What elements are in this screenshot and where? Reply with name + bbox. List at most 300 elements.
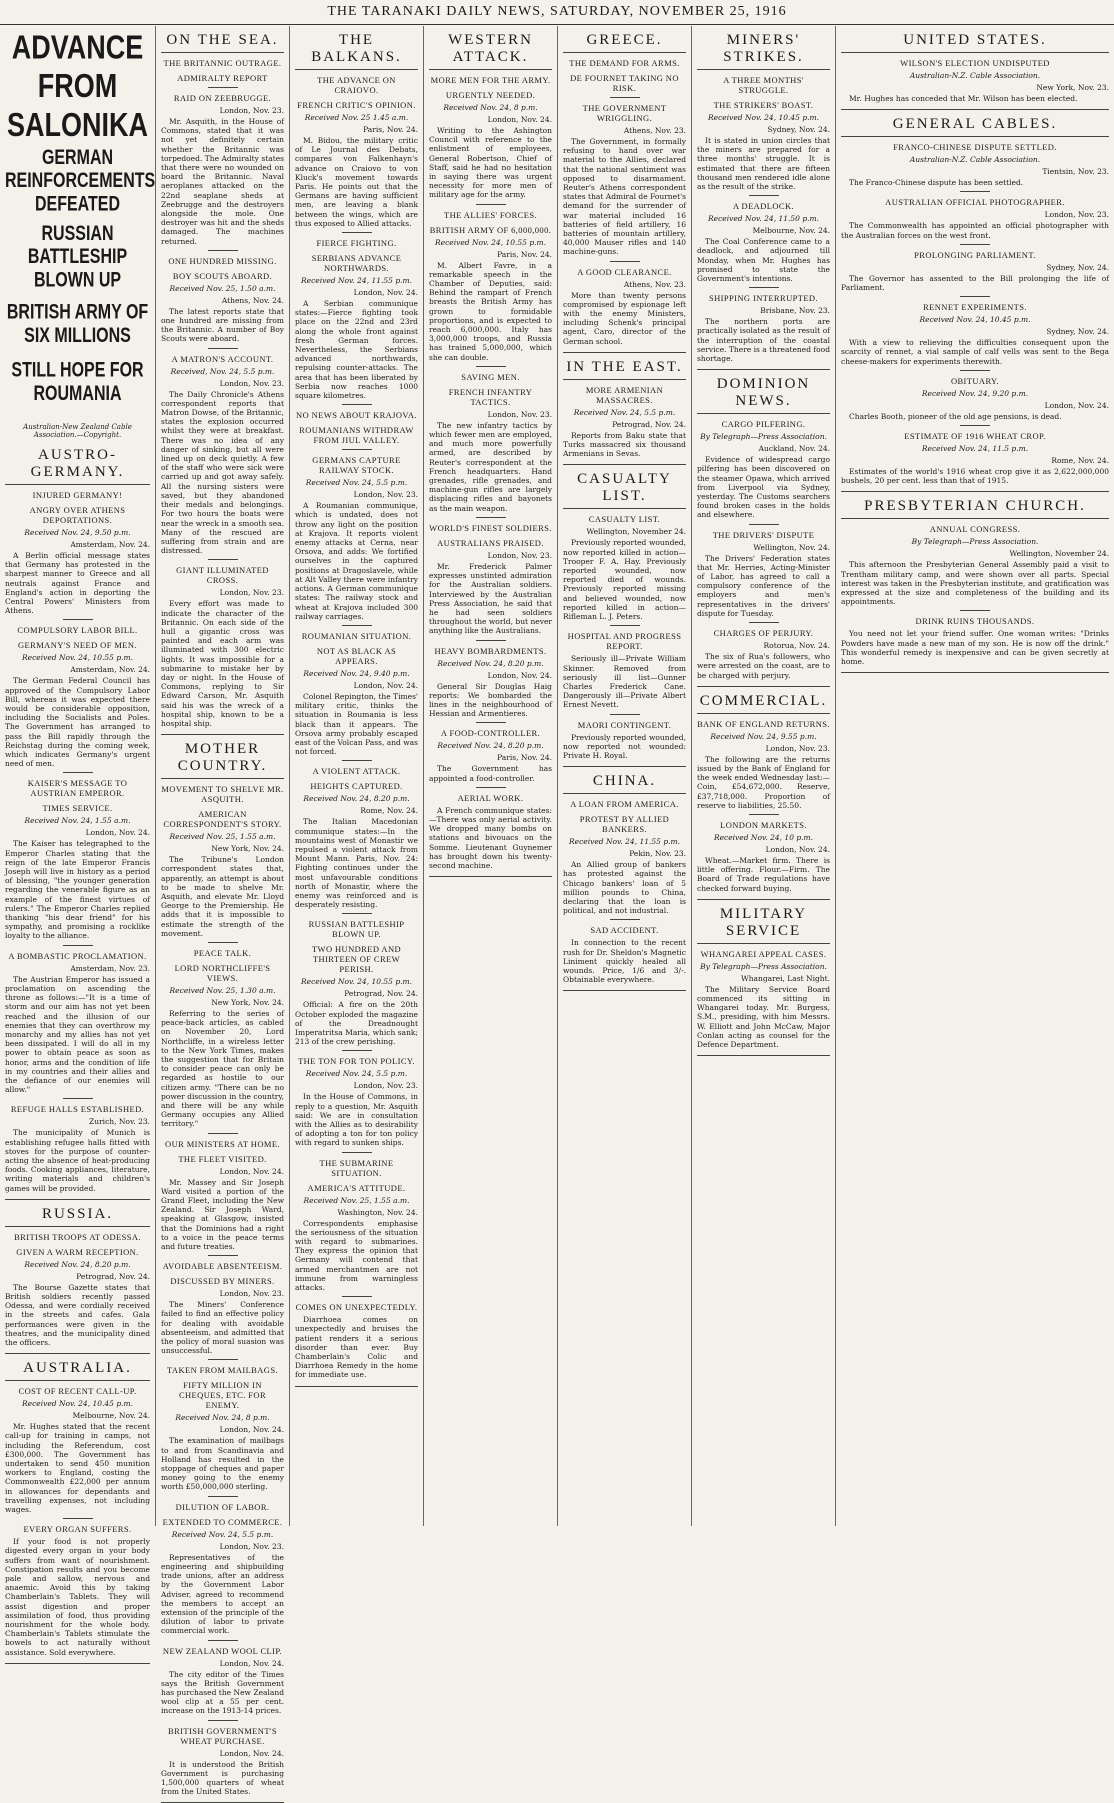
article-subheadline: TWO HUNDRED AND THIRTEEN OF CREW PERISH.: [311, 944, 402, 975]
placeline: Rome, Nov. 24.: [360, 806, 418, 816]
placeline: Washington, Nov. 24.: [337, 1207, 418, 1217]
divider: [476, 204, 506, 205]
article-body: The Bourse Gazette states that British soldiers recently passed Odessa, and were cordially received in the streets and cafes. Gala performances were given in the theatres, and the municipality dined the officers.: [5, 1282, 150, 1347]
dateline: Received Nov. 24, 5.5 p.m.: [171, 1529, 274, 1539]
dateline: Received Nov. 25, 1.50 a.m.: [169, 283, 276, 293]
placeline: Melbourne, Nov. 24.: [72, 1411, 150, 1421]
placeline: Paris, Nov. 24.: [497, 249, 552, 259]
divider: [208, 1255, 238, 1256]
article-headline: PEACE TALK.: [193, 947, 252, 958]
article-body: Estimates of the world's 1916 wheat crop give it as 2,622,000,000 bushels, 20 per cent. less than that of 1915.: [841, 467, 1109, 486]
article-subheadline: GIVEN A WARM RECEPTION.: [16, 1246, 139, 1257]
article-body: It is stated in union circles that the miners are prepared for a three months' struggle. It is estimated that there are fifteen thousand men rendered idle alone as the result of the strike.: [697, 136, 830, 192]
article-body: Evidence of widespread cargo pilfering has been discovered on the steamer Opawa, which arrived from Liverpool via Sydney, yesterday. The Customs searchers found broken cases in the holds and elsewhere.: [697, 455, 830, 520]
article-body: You need not let your friend suffer. One woman writes: "Drinks Powders have made a new man of my son. He is now off the drink." This wonderful remedy is inexpensive and can be given secretly at home.: [841, 629, 1109, 667]
divider: [63, 1518, 93, 1519]
placeline: London, Nov. 23.: [765, 743, 830, 753]
article-headline: CARGO PILFERING.: [721, 419, 806, 430]
article-subheadline: URGENTLY NEEDED.: [445, 90, 536, 100]
article-subheadline: AMERICAN CORRESPONDENT'S STORY.: [163, 809, 282, 830]
section-rule: [563, 352, 686, 353]
article-headline: AERIAL WORK.: [457, 792, 524, 803]
article-headline: A THREE MONTHS' STRUGGLE.: [723, 75, 804, 95]
article-headline: ESTIMATE OF 1916 WHEAT CROP.: [904, 431, 1046, 442]
article-body: The Daily Chronicle's Athens correspondent reports that Matron Dowse, of the Britannic, states the explosion occurred whilst they were at breakfast. There was no idea of any danger of sinking, but all were lined up on deck quietly. A few of the staff who were sick were carried up and got away safely. All the nursing sisters were saved, but they abandoned their medals and belongings. For two hours the boats were near the wreck in a smooth sea. Many of the rescued are suffering from strain and are distressed.: [161, 389, 284, 556]
dateline: Received Nov. 24, 5.5 p.m.: [573, 407, 676, 417]
article-headline: SAD ACCIDENT.: [590, 925, 659, 936]
article-headline: A MATRON'S ACCOUNT.: [171, 353, 274, 364]
placeline: Tientsin, Nov. 23.: [1042, 167, 1109, 177]
placeline: London, Nov. 23.: [219, 1289, 284, 1299]
article-headline: THE DEMAND FOR ARMS.: [569, 58, 680, 68]
article-headline: ONE HUNDRED MISSING.: [168, 255, 277, 266]
article-headline: OUR MINISTERS AT HOME.: [165, 1138, 280, 1149]
article-body: The Austrian Emperor has issued a proclamation on ascending the throne as follows:—"It is a time of storm and our aim has not yet been reached and the illusion of our enemies that they can overthrow my monarchy and my allies has not yet been dissipated. I will do all in my power to obtain peace as soon as honor, arms and the condition of life in my countries and their allies and the defiance of our enemies will allow.": [5, 974, 150, 1095]
divider: [749, 622, 779, 623]
article-body: The Government, in formally refusing to hand over war material to the Allies, declared that the national sentiment was opposed to disarmament. Reuter's Athens correspondent states that Admiral de Fournet's demand for the surrender of war material included 16 batteries of field artillery, 16 batteries of mountain artillery, 40,000 Mauser rifles and 140 machine-guns.: [563, 137, 686, 257]
placeline: New York, Nov. 23.: [1036, 83, 1109, 92]
dateline: Received Nov. 24, 1.55 a.m.: [24, 816, 131, 826]
article-subheadline: LORD NORTHCLIFFE'S VIEWS.: [174, 962, 271, 983]
article-headline: THE SUBMARINE SITUATION.: [319, 1157, 394, 1178]
divider: [749, 195, 779, 196]
article-headline: SAVING MEN.: [461, 371, 520, 382]
divider: [960, 610, 990, 611]
placeline: Sydney, Nov. 24.: [767, 125, 830, 134]
article-body: Previously reported wounded, now reported not wounded: Private H. Royal.: [563, 732, 686, 760]
divider: [610, 261, 640, 262]
divider: [208, 1359, 238, 1360]
section-title: GENERAL CABLES.: [841, 116, 1109, 137]
dateline: Australian-N.Z. Cable Association.: [909, 71, 1041, 80]
divider: [342, 1296, 372, 1297]
divider: [476, 366, 506, 367]
article-headline: NO NEWS ABOUT KRAJOVA.: [296, 410, 417, 421]
section-rule: [563, 464, 686, 465]
divider: [208, 1720, 238, 1721]
article-subheadline: THE STRIKERS' BOAST.: [713, 100, 814, 110]
article-headline: PROLONGING PARLIAMENT.: [914, 249, 1036, 260]
section-title: RUSSIA.: [5, 1206, 150, 1227]
placeline: London, Nov. 24.: [765, 844, 830, 854]
divider: [63, 772, 93, 773]
section-rule: [697, 686, 830, 687]
article-body: With a view to relieving the difficulties consequent upon the scarcity of rennet, a vial sample of calf vells was sent to the Bega cheese-makers for experiments therewith.: [841, 338, 1109, 366]
article-body: General Sir Douglas Haig reports: We bombarded the lines in the neighbourhood of Hessian and Armentieres.: [429, 681, 552, 719]
section-title: MOTHER COUNTRY.: [161, 741, 284, 779]
article-body: A Berlin official message states that Germany has protested in the sharpest manner to Greece and all neutrals against France and England's action in deporting the Central Powers' Ministers from Athens.: [5, 551, 150, 616]
divider: [960, 191, 990, 192]
placeline: Auckland, Nov. 24.: [758, 444, 830, 454]
placeline: London, Nov. 24.: [219, 1658, 284, 1668]
placeline: Zurich, Nov. 23.: [89, 1117, 150, 1127]
article-subheadline: SERBIANS ADVANCE NORTHWARDS.: [311, 253, 402, 274]
banner-headline: BRITISH ARMY OF SIX MILLIONS: [6, 301, 149, 348]
section-title: COMMERCIAL.: [697, 693, 830, 714]
dateline: Received Nov. 24, 10.45 p.m.: [707, 113, 820, 122]
divider: [342, 1050, 372, 1051]
article-body: Colonel Repington, the Times' military critic, thinks the situation in Roumania is less black than it appears. The Orsova army probably escaped east of the Volcan Pass, and was not forced.: [295, 691, 418, 757]
placeline: London, Nov. 24.: [1044, 400, 1109, 410]
article-headline: CHARGES OF PERJURY.: [713, 628, 814, 639]
dateline: Received Nov. 24, 5.5 p.m.: [305, 1069, 408, 1079]
article-headline: WHANGAREI APPEAL CASES.: [700, 948, 827, 959]
divider: [208, 250, 238, 251]
article-body: An Allied group of bankers has protested against the Chicago bankers' loan of 5 million pounds to China, declaring that the loan is political, and not industrial.: [563, 860, 686, 916]
cable-credit: Australian-New Zealand Cable Association.—Copyright.: [23, 423, 132, 439]
article-headline: INJURED GERMANY!: [32, 490, 123, 500]
section-title: WESTERN ATTACK.: [429, 32, 552, 70]
article-body: The German Federal Council has approved of the Compulsory Labor Bill, whereas it was expected there would be considerable opposition, including the Socialists and Poles. The Government has arranged to pass the Bill rapidly through the Reichstag during the coming week, which indicates Germany's urgent need of men.: [5, 676, 150, 769]
article-headline: THE ALLIES' FORCES.: [444, 209, 537, 220]
article-body: The Governor has assented to the Bill prolonging the life of Parliament.: [841, 273, 1109, 293]
article-body: The Commonwealth has appointed an official photographer with the Australian forces on the west front.: [841, 221, 1109, 240]
section-title: IN THE EAST.: [563, 359, 686, 380]
article-subheadline: FIFTY MILLION IN CHEQUES, ETC. FOR ENEMY.: [178, 1380, 267, 1411]
section-title: CASUALTY LIST.: [563, 471, 686, 509]
divider: [749, 814, 779, 815]
article-headline: A VIOLENT ATTACK.: [312, 766, 401, 777]
section-title: MILITARY SERVICE: [697, 906, 830, 944]
dateline: Received Nov. 25 1.45 a.m.: [304, 113, 409, 122]
article-body: Charles Booth, pioneer of the old age pensions, is dead.: [849, 411, 1062, 421]
article-body: Previously reported wounded, now reported killed in action—Trooper F. A. Hay. Previously reported wounded, now reported died of wounds. Previously reported missing and believed wounded, now reported killed in action—Rifleman L. J. Peters.: [563, 538, 686, 622]
divider: [208, 1496, 238, 1497]
article-headline: RUSSIAN BATTLESHIP BLOWN UP.: [308, 919, 405, 940]
placeline: London, Nov. 24.: [85, 828, 150, 838]
article-headline: EVERY ORGAN SUFFERS.: [23, 1524, 132, 1535]
columns: [0, 26, 1114, 1797]
divider: [610, 714, 640, 715]
divider: [208, 942, 238, 943]
article-headline: REFUGE HALLS ESTABLISHED.: [10, 1104, 145, 1115]
article-body: The Coal Conference came to a deadlock, and adjourned till Monday, when Mr. Hughes has promised to state the Government's intentions.: [697, 237, 830, 284]
article-headline: DRINK RUINS THOUSANDS.: [915, 616, 1035, 627]
banner-headline: ADVANCE FROM SALONIKA: [7, 28, 148, 144]
dateline: Received Nov. 25, 1.55 a.m.: [303, 1195, 410, 1205]
article-subheadline: AUSTRALIANS PRAISED.: [437, 537, 544, 548]
article-headline: SHIPPING INTERRUPTED.: [709, 293, 818, 304]
article-headline: A GOOD CLEARANCE.: [577, 266, 672, 277]
article-body: Diarrhoea comes on unexpectedly and bruises the patient renders it a serious disorder than ever. Buy Chamberlain's Colic and Diarrhoea Remedy in the home for immediate use.: [295, 1315, 418, 1380]
article-body: The Kaiser has telegraphed to the Emperor Charles stating that the reign of the late Emperor Francis Joseph will live in history as a period of blessing, "the younger generation regarding the venerable figure as an example of the finest virtues of rulers." The Emperor Charles replied thanking "his dear friend" for his sympathy, and promising a rocklike loyalty to the alliance.: [5, 839, 150, 941]
column-1: [0, 26, 156, 1657]
article-headline: MOVEMENT TO SHELVE MR. ASQUITH.: [161, 784, 284, 805]
article-body: M. Albert Favre, in a remarkable speech in the Chamber of Deputies, said: Behind the rampart of French breasts the British Army has grown to formidable proportions, and is expected to reach 6,000,000. Italy has 3,000,000 troops, and Russia has trained 5,000,000, which she can double.: [429, 260, 552, 362]
divider: [208, 87, 238, 88]
placeline: Athens, Nov. 23.: [623, 126, 686, 135]
article-headline: AUSTRALIAN OFFICIAL PHOTOGRAPHER.: [885, 197, 1065, 208]
section-rule: [161, 734, 284, 735]
section-rule: [429, 876, 552, 877]
column-7: [836, 26, 1114, 1526]
article-headline: LONDON MARKETS.: [720, 819, 807, 830]
dateline: Received Nov. 24, 10.55 p.m.: [300, 977, 413, 987]
divider: [208, 559, 238, 560]
placeline: London, Nov. 24.: [219, 1425, 284, 1435]
article-headline: DILUTION OF LABOR.: [175, 1501, 270, 1512]
article-headline: MAORI CONTINGENT.: [577, 719, 672, 730]
placeline: Rome, Nov. 24.: [1051, 456, 1109, 466]
article-body: More than twenty persons compromised by espionage left with the enemy Ministers, including Schenk's principal agent, Caro, director of the German school.: [563, 290, 686, 346]
article-headline: A DEADLOCK.: [732, 201, 795, 212]
placeline: Wellington, November 24.: [1009, 549, 1109, 559]
article-headline: OBITUARY.: [950, 375, 1000, 386]
divider: [610, 919, 640, 920]
placeline: London, Nov. 24.: [219, 1166, 284, 1176]
placeline: Petrograd, Nov. 24.: [612, 419, 686, 429]
article-headline: A BOMBASTIC PROCLAMATION.: [8, 950, 147, 961]
article-body: The Drivers' Federation states that Mr. Herries, Acting-Minister of Labor, has agreed to call a compulsory conference of the employers and men's representatives in the drivers' dispute for Tuesday.: [697, 553, 830, 618]
section-rule: [5, 1353, 150, 1354]
article-subheadline: PROTEST BY ALLIED BANKERS.: [579, 814, 670, 835]
article-headline: THE GOVERNMENT WRIGGLING.: [582, 103, 667, 123]
section-title: PRESBYTERIAN CHURCH.: [841, 498, 1109, 519]
article-body: The following are the returns issued by the Bank of England for the week ended Wednesday last:—Coin, £54,672,000. Reserve, £37,718,000. Proportion of reserve to liabilities, 25.50.: [697, 754, 830, 810]
article-headline: COMES ON UNEXPECTEDLY.: [295, 1302, 418, 1313]
article-headline: GIANT ILLUMINATED CROSS.: [176, 565, 269, 586]
divider: [342, 913, 372, 914]
column-6: [692, 26, 836, 1526]
article-headline: TAKEN FROM MAILBAGS.: [167, 1365, 278, 1376]
section-rule: [697, 1055, 830, 1056]
article-headline: THE ADVANCE ON CRAIOVO.: [317, 75, 396, 95]
section-title: AUSTRALIA.: [5, 1360, 150, 1381]
section-rule: [841, 672, 1109, 673]
placeline: London, Nov. 23.: [353, 490, 418, 500]
article-body: Correspondents emphasise the seriousness of the situation with regard to submarines. They express the opinion that Germany will contend that armed merchantmen are not immune from warningless attacks.: [295, 1218, 418, 1293]
column-2: [156, 26, 290, 1797]
section-title: CHINA.: [563, 773, 686, 794]
banner-headline: RUSSIAN BATTLESHIP BLOWN UP: [27, 222, 128, 292]
placeline: Paris, Nov. 24.: [363, 125, 418, 134]
placeline: London, Nov. 23.: [1044, 210, 1109, 220]
placeline: New York, Nov. 24.: [211, 997, 284, 1007]
dateline: Received Nov. 24, 5.5 p.m.: [305, 478, 408, 488]
article-subheadline: GERMANY'S NEED OF MEN.: [18, 640, 137, 651]
divider: [208, 348, 238, 349]
column-3: [290, 26, 424, 1526]
article-headline: FRANCO-CHINESE DISPUTE SETTLED.: [893, 142, 1057, 153]
dateline: Received Nov. 24, 8.20 p.m.: [24, 1259, 131, 1269]
article-body: The Franco-Chinese dispute has been settled.: [849, 178, 1024, 188]
article-headline: HEAVY BOMBARDMENTS.: [434, 645, 547, 656]
masthead: [0, 0, 1114, 25]
article-body: Mr. Frederick Palmer expresses unstinted admiration for the Australian soldiers. Interviewed by the Australian Press Association, he said that he had seen soldiers throughout the world, but never anything like the Australians.: [429, 561, 552, 636]
section-rule: [841, 491, 1109, 492]
placeline: Whangarei, Last Night.: [741, 973, 830, 983]
column-4: [424, 26, 558, 1526]
divider: [476, 640, 506, 641]
column-5: [558, 26, 692, 1526]
placeline: Wellington, Nov. 24.: [753, 542, 830, 552]
article-body: A Serbian communique states:—Fierce fighting took place on the 22nd and 23rd along the whole front against fresh German forces. Nevertheless, the Serbians advanced northwards, repulsing counter-attacks. The area that has been liberated by Serbia now reaches 1000 square kilometres.: [295, 299, 418, 401]
article-subheadline: BOY SCOUTS ABOARD.: [172, 270, 273, 281]
article-body: In connection to the recent rush for Dr. Sheldon's Magnetic Liniment quickly healed all wounds. Price, 1/6 and 3/-. Obtainable everywhere.: [563, 938, 686, 985]
section-title: AUSTRO-GERMANY.: [5, 447, 150, 485]
placeline: Pekin, Nov. 23.: [629, 849, 686, 859]
article-body: Official: A fire on the 20th October exploded the magazine of the Dreadnought Imperatritsa Maria, which sank; 213 of the crew perishing.: [295, 1000, 418, 1047]
article-headline: HOSPITAL AND PROGRESS REPORT.: [567, 631, 682, 652]
article-headline: A LOAN FROM AMERICA.: [570, 799, 679, 810]
placeline: Petrograd, Nov. 24.: [344, 989, 418, 999]
placeline: Athens, Nov. 23.: [623, 279, 686, 289]
divider: [610, 97, 640, 98]
divider: [960, 244, 990, 245]
article-headline: ANNUAL CONGRESS.: [929, 524, 1021, 535]
article-subheadline: EXTENDED TO COMMERCE.: [162, 1516, 283, 1527]
dateline: Received Nov. 24, 10.55 p.m.: [21, 653, 134, 663]
placeline: London, Nov. 23.: [487, 409, 552, 419]
article-subheadline: NOT AS BLACK AS APPEARS.: [316, 645, 397, 666]
article-headline: THE BRITANNIC OUTRAGE.: [163, 58, 282, 68]
banner-headline: GERMAN REINFORCEMENTS DEFEATED: [5, 146, 156, 216]
article-subheadline: DISCUSSED BY MINERS.: [170, 1276, 275, 1287]
dateline: Received Nov. 24, 8.20 p.m.: [437, 658, 544, 668]
article-body: A Roumanian communique, which is undated, does not throw any light on the position at Krajova. It reports violent enemy attacks at Cerna, near Orsova, and adds: We fortified ourselves in the captured positions at Dragoslavele, while at Alt Valley there were infantry actions. A German communique states: The railway stock and wheat at Krajova included 300 railway carriages.: [295, 501, 418, 621]
article-subheadline: FRENCH INFANTRY TACTICS.: [448, 386, 533, 407]
article-headline: THE DRIVERS' DISPUTE: [712, 529, 815, 540]
article-subheadline: TIMES SERVICE.: [42, 803, 113, 814]
divider: [342, 625, 372, 626]
article-headline: AVOIDABLE ABSENTEEISM.: [162, 1261, 283, 1272]
article-body: The municipality of Munich is establishing refugee halls fitted with stoves for the purpose of counter-acting the absence of heat-producing foods. Cooking appliances, literature, writing materials and children's games will be provided.: [5, 1128, 150, 1193]
article-subheadline: DE FOURNET TAKING NO RISK.: [570, 73, 679, 93]
placeline: Paris, Nov. 24.: [497, 753, 552, 763]
section-title: DOMINION NEWS.: [697, 376, 830, 414]
article-subheadline: THE FLEET VISITED.: [178, 1153, 267, 1164]
section-rule: [563, 990, 686, 991]
divider: [749, 524, 779, 525]
section-rule: [5, 1663, 150, 1664]
article-body: Referring to the series of peace-back articles, as cabled on November 20, Lord Northcliffe, in a wireless letter to the New York Times, makes the suggestion that for Britain to consider peace can only be regarded as hostile to our citizen army. "There can be no power discussion in the country, and there will be any while Germany occupies any Allied territory.": [161, 1008, 284, 1129]
section-rule: [5, 1199, 150, 1200]
section-rule: [841, 109, 1109, 110]
divider: [476, 517, 506, 518]
article-body: Mr. Hughes stated that the recent call-up for training in camps, not including the Referendum, cost £300,000. The Government has undertaken to send 450 munition workers to England, costing the Commonwealth £22,000 per annum in allowances for dependants and travelling expenses, not including wages.: [5, 1422, 150, 1514]
placeline: London, Nov. 23.: [353, 1081, 418, 1091]
article-subheadline: ANGRY OVER ATHENS DEPORTATIONS.: [29, 505, 126, 525]
divider: [749, 287, 779, 288]
article-body: Reports from Baku state that Turks massacred six thousand Armenians in Sevas.: [563, 430, 686, 459]
article-body: The Government has appointed a food-controller.: [429, 764, 552, 783]
dateline: By Telegraph—Press Association.: [700, 432, 827, 442]
section-title: THE BALKANS.: [295, 32, 418, 70]
article-body: The Military Service Board commenced its sitting in Whangarei today. Mr. Burgess, S.M., presiding, with him Messrs. W. Elliott and John McCaw, Major Conlan acting as counsel for the Defence Department.: [697, 984, 830, 1049]
placeline: London, Nov. 23.: [219, 588, 284, 598]
placeline: London, Nov. 24.: [353, 680, 418, 690]
dateline: Australian-N.Z. Cable Association.: [909, 155, 1041, 165]
divider: [960, 296, 990, 297]
article-subheadline: ROUMANIANS WITHDRAW FROM JIUL VALLEY.: [299, 425, 414, 446]
placeline: Wellington, November 24.: [586, 527, 686, 537]
dateline: Received Nov. 24, 8 p.m.: [175, 1413, 270, 1423]
section-rule: [697, 369, 830, 370]
article-body: The latest reports state that one hundred are missing from the Britannic. A number of Boy Scouts were aboard.: [161, 306, 284, 344]
article-headline: MORE ARMENIAN MASSACRES.: [585, 384, 664, 405]
placeline: London, Nov. 24.: [487, 670, 552, 680]
divider: [342, 404, 372, 405]
placeline: Amsterdam, Nov. 23.: [70, 963, 150, 973]
article-headline: WILSON'S ELECTION UNDISPUTED: [900, 58, 1050, 68]
dateline: By Telegraph—Press Association.: [911, 537, 1039, 547]
divider: [208, 1640, 238, 1641]
article-body: The city editor of the Times says the British Government has purchased the New Zealand wool clip at a 55 per cent. increase on the 1913-14 prices.: [161, 1669, 284, 1716]
dateline: Received Nov. 25, 1.30 a.m.: [169, 985, 276, 995]
dateline: Received Nov. 24, 11.5 p.m.: [921, 444, 1029, 454]
article-body: Every effort was made to indicate the character of the Britannic. On each side of the hull a gigantic cross was painted and each arm was illuminated with 300 electric lights. It was impossible for a submarine to mistake her by day or night. In the House of Commons, replying to Sir Edward Carson, Mr. Asquith said his was the wreck of a hospital ship, known to be a hospital ship.: [161, 599, 284, 728]
article-body: Seriously ill—Private William Skinner. Removed from seriously ill list—Gunner Charles Frederick Cane. Dangerously ill—Private Albert Ernest Nevett.: [563, 654, 686, 710]
placeline: Sydney, Nov. 24.: [1046, 327, 1109, 337]
dateline: Received Nov. 24, 9.40 p.m.: [303, 668, 410, 678]
dateline: Received Nov. 24, 8.20 p.m.: [303, 794, 410, 804]
article-headline: KAISER'S MESSAGE TO AUSTRIAN EMPEROR.: [27, 778, 128, 799]
article-subheadline: BRITISH ARMY OF 6,000,000.: [429, 224, 552, 235]
article-headline: BRITISH GOVERNMENT'S WHEAT PURCHASE.: [168, 1725, 277, 1746]
placeline: London, Nov. 23.: [219, 378, 284, 388]
masthead-title: THE TARANAKI DAILY NEWS, SATURDAY, NOVEMBER 25, 1916: [327, 4, 787, 19]
placeline: Athens, Nov. 24.: [221, 295, 284, 305]
section-title: GREECE.: [563, 32, 686, 53]
article-headline: RENNET EXPERIMENTS.: [923, 302, 1027, 313]
article-subheadline: AMERICA'S ATTITUDE.: [307, 1182, 406, 1193]
placeline: London, Nov. 24.: [219, 1748, 284, 1758]
article-body: Mr. Hughes has conceded that Mr. Wilson has been elected.: [849, 94, 1078, 103]
article-headline: BRITISH TROOPS AT ODESSA.: [14, 1231, 141, 1242]
dateline: Received Nov. 24, 11.50 p.m.: [707, 214, 820, 224]
placeline: Amsterdam, Nov. 24.: [70, 665, 150, 675]
article-headline: FIERCE FIGHTING.: [316, 238, 397, 249]
dateline: Received Nov. 24, 11.55 p.m.: [568, 837, 681, 847]
article-body: The six of Rua's followers, who were arrested on the coast, are to be charged with perjury.: [697, 652, 830, 680]
article-subheadline: HEIGHTS CAPTURED.: [310, 781, 403, 792]
divider: [476, 787, 506, 788]
article-body: In the House of Commons, in reply to a question, Mr. Asquith said: We are in consultation with the Allies as to desirability of adopting a ton for ton policy with regard to sunken ships.: [295, 1092, 418, 1148]
dateline: Received Nov. 24, 10.45 p.m.: [21, 1399, 134, 1409]
placeline: London, Nov. 23.: [487, 550, 552, 560]
banner-headline: STILL HOPE FOR ROUMANIA: [11, 359, 144, 406]
placeline: London, Nov. 23.: [219, 1541, 284, 1551]
divider: [610, 625, 640, 626]
dateline: Received Nov. 24, 10.45 p.m.: [919, 315, 1031, 325]
article-headline: ROUMANIAN SITUATION.: [301, 630, 412, 641]
divider: [960, 425, 990, 426]
section-rule: [295, 1386, 418, 1387]
article-body: If your food is not properly digested every organ in your body suffers from want of nourishment. Constipation results and you become pale and sallow, nervous and anaemic. Avoid this by taking Chamberlain's Tablets. They will assist digestion and proper assimilation of food, thus providing nourishment for the whole body. Chamberlain's Tablets stimulate the bowels to act naturally without assistance. Sold everywhere.: [5, 1537, 150, 1657]
divider: [208, 1133, 238, 1134]
section-title: UNITED STATES.: [841, 32, 1109, 53]
placeline: New York, Nov. 24.: [211, 844, 284, 854]
article-body: Mr. Asquith, in the House of Commons, stated that it was not yet definitely certain whether the Britannic was torpedoed. The Admiralty states that there were no wounded on board the Britannic. Naval aeroplanes attacked on the 22nd seaplane sheds at Zeebrugge and the destroyers alongside the mole. One destroyer was hit and the sheds damaged. The machines returned.: [161, 117, 284, 246]
placeline: Rotorua, Nov. 24.: [763, 641, 830, 651]
section-rule: [697, 899, 830, 900]
dateline: Received Nov. 24, 11.55 p.m.: [300, 276, 413, 286]
article-headline: WORLD'S FINEST SOLDIERS.: [429, 522, 552, 533]
dateline: Received Nov. 24, 8 p.m.: [443, 103, 538, 112]
article-headline: A FOOD-CONTROLLER.: [440, 728, 541, 739]
dateline: Received, Nov. 24, 5.5 p.m.: [170, 366, 275, 376]
divider: [342, 232, 372, 233]
placeline: London, Nov. 24.: [487, 115, 552, 124]
placeline: Amsterdam, Nov. 24.: [70, 540, 150, 549]
divider: [342, 1152, 372, 1153]
article-body: The Miners' Conference failed to find an effective policy for dealing with avoidable absenteeism, and admitted that the policy of moral suasion was unsuccessful.: [161, 1300, 284, 1356]
article-headline: NEW ZEALAND WOOL CLIP.: [162, 1645, 283, 1656]
article-body: A French communique states:—There was only aerial activity. We dropped many bombs on stations and bivouacs on the Somme. Lieutenant Guynemer has brought down his twenty-second machine.: [429, 805, 552, 870]
article-headline: RAID ON ZEEBRUGGE.: [173, 93, 272, 103]
article-body: The Tribune's London correspondent states that, apparently, an attempt is about to be made to shelve Mr. Asquith, and elevate Mr. Lloyd George to the Premiership. He adds that it is impossible to estimate the strength of the movement.: [161, 855, 284, 938]
placeline: London, Nov. 23.: [219, 106, 284, 115]
